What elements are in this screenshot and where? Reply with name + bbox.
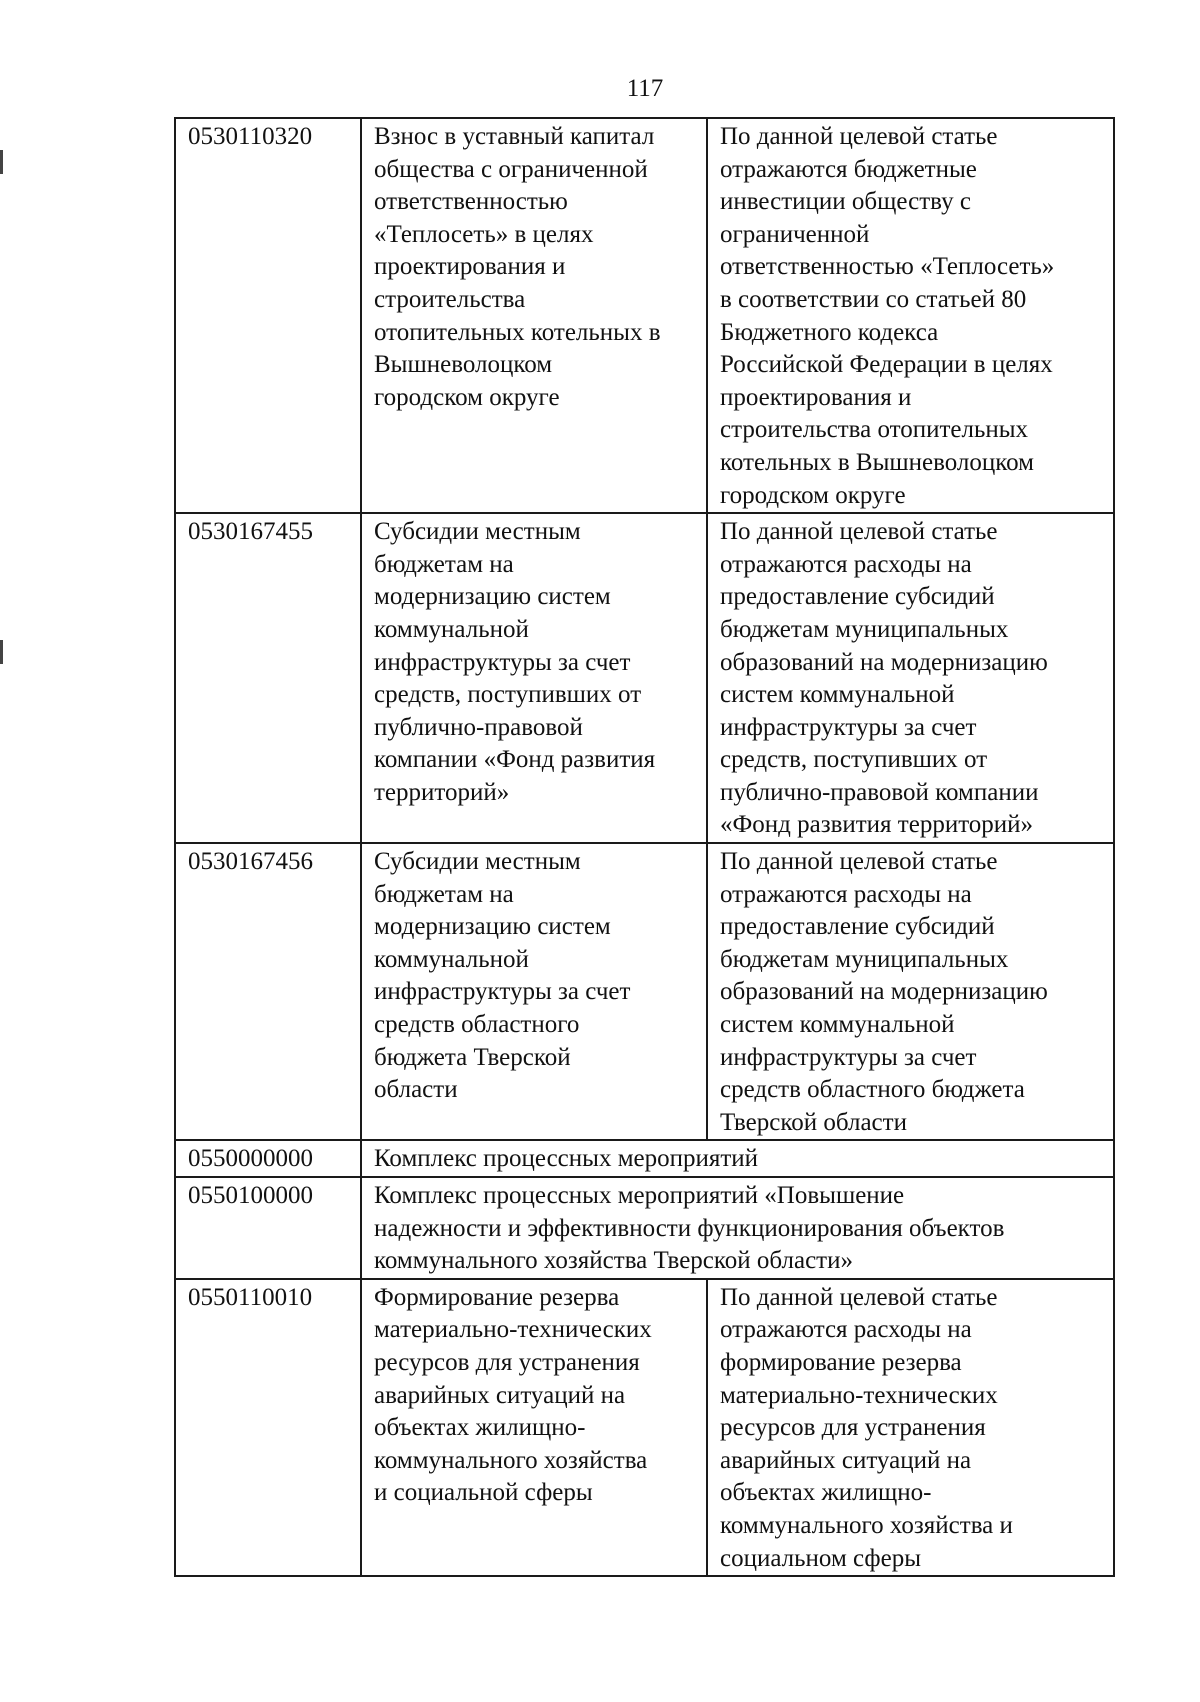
page-number: 117 — [626, 75, 664, 102]
section-title-cell: Комплекс процессных мероприятий «Повышение надежности и эффективности функционирования объектов коммунального хозяйства Тверской области» — [361, 1177, 1114, 1279]
target-article-table — [174, 117, 1115, 1577]
code-cell: 0550110010 — [175, 1279, 361, 1576]
name-cell: Субсидии местным бюджетам на модернизацию систем коммунальной инфраструктуры за счет средств областного бюджета Тверской области — [361, 843, 707, 1140]
name-cell: Взнос в уставный капитал общества с ограниченной ответственностью «Теплосеть» в целях проектирования и строительства отопительных котельных в Вышневолоцком городском округе — [361, 118, 707, 513]
table-row — [175, 118, 1114, 513]
table-row — [175, 843, 1114, 1140]
description-cell: По данной целевой статье отражаются расходы на предоставление субсидий бюджетам муниципальных образований на модернизацию систем коммунальной инфраструктуры за счет средств областного бюджета Тверской области — [707, 843, 1114, 1140]
scan-edge-mark — [0, 640, 3, 664]
description-cell: По данной целевой статье отражаются бюджетные инвестиции обществу с ограниченной ответственностью «Теплосеть» в соответствии со статьей 80 Бюджетного кодекса Российской Федерации в целях проектирования и строительства отопительных котельных в Вышневолоцком городском округе — [707, 118, 1114, 513]
description-cell: По данной целевой статье отражаются расходы на предоставление субсидий бюджетам муниципальных образований на модернизацию систем коммунальной инфраструктуры за счет средств, поступивших от публично-правовой компании «Фонд развития территорий» — [707, 513, 1114, 843]
table-row — [175, 1177, 1114, 1279]
description-cell: По данной целевой статье отражаются расходы на формирование резерва материально-технических ресурсов для устранения аварийных ситуаций на объектах жилищно- коммунального хозяйства и социальном сферы — [707, 1279, 1114, 1576]
name-cell: Субсидии местным бюджетам на модернизацию систем коммунальной инфраструктуры за счет средств, поступивших от публично-правовой компании «Фонд развития территорий» — [361, 513, 707, 843]
code-cell: 0530167456 — [175, 843, 361, 1140]
code-cell: 0530167455 — [175, 513, 361, 843]
code-cell: 0550000000 — [175, 1140, 361, 1177]
section-title-cell: Комплекс процессных мероприятий — [361, 1140, 1114, 1177]
code-cell: 0550100000 — [175, 1177, 361, 1279]
name-cell: Формирование резерва материально-технических ресурсов для устранения аварийных ситуаций на объектах жилищно- коммунального хозяйства и социальной сферы — [361, 1279, 707, 1576]
scan-edge-mark — [0, 150, 3, 174]
code-cell: 0530110320 — [175, 118, 361, 513]
table-row — [175, 1279, 1114, 1576]
table-row — [175, 513, 1114, 843]
table-row — [175, 1140, 1114, 1177]
